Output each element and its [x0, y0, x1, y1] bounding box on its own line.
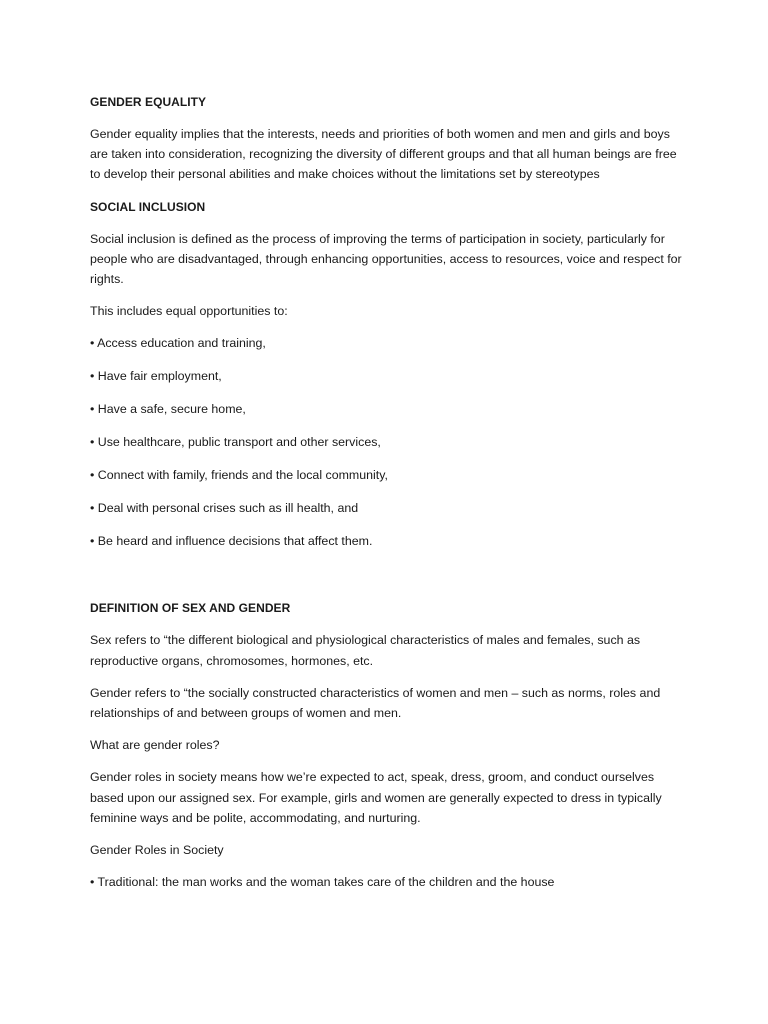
list-item: • Be heard and influence decisions that affect them.: [90, 534, 373, 549]
gender-roles-question: What are gender roles?: [90, 738, 220, 753]
list-item: • Connect with family, friends and the local community,: [90, 468, 388, 483]
gender-roles-in-society-label: Gender Roles in Society: [90, 843, 224, 858]
social-inclusion-intro: This includes equal opportunities to:: [90, 304, 288, 319]
section-heading-gender-equality: GENDER EQUALITY: [90, 95, 207, 109]
list-item: • Traditional: the man works and the woman takes care of the children and the house: [90, 875, 555, 890]
gender-definition-paragraph: Gender refers to “the socially constructed characteristics of women and men – such as norms, roles and relationships of and between groups of women and men.: [90, 685, 661, 721]
document-body: [90, 92, 690, 905]
section-heading-sex-and-gender: DEFINITION OF SEX AND GENDER: [90, 601, 291, 616]
blank-line: [90, 564, 690, 598]
gender-roles-paragraph: Gender roles in society means how we’re expected to act, speak, dress, groom, and conduct ourselves based upon our assigned sex. For example, girls and women are generally expected to dress in typically feminine ways and be polite, accommodating, and nurturing.: [90, 770, 662, 825]
gender-equality-paragraph: Gender equality implies that the interests, needs and priorities of both women and men and girls and boys are taken into consideration, recognizing the diversity of different groups and that all human beings are free to develop their personal abilities and make choices without the limitations set by stereotypes: [90, 127, 677, 182]
list-item: • Deal with personal crises such as ill health, and: [90, 501, 359, 516]
sex-definition-paragraph: Sex refers to “the different biological and physiological characteristics of males and females, such as reproductive organs, chromosomes, hormones, etc.: [90, 633, 641, 668]
list-item: • Access education and training,: [90, 336, 266, 351]
list-item: • Have a safe, secure home,: [90, 402, 246, 417]
social-inclusion-paragraph: Social inclusion is defined as the process of improving the terms of participation in society, particularly for people who are disadvantaged, through enhancing opportunities, access to resources, voice and respect for rights.: [90, 231, 682, 287]
list-item: • Use healthcare, public transport and other services,: [90, 435, 381, 450]
section-heading-social-inclusion: SOCIAL INCLUSION: [90, 199, 206, 214]
list-item: • Have fair employment,: [90, 369, 222, 384]
